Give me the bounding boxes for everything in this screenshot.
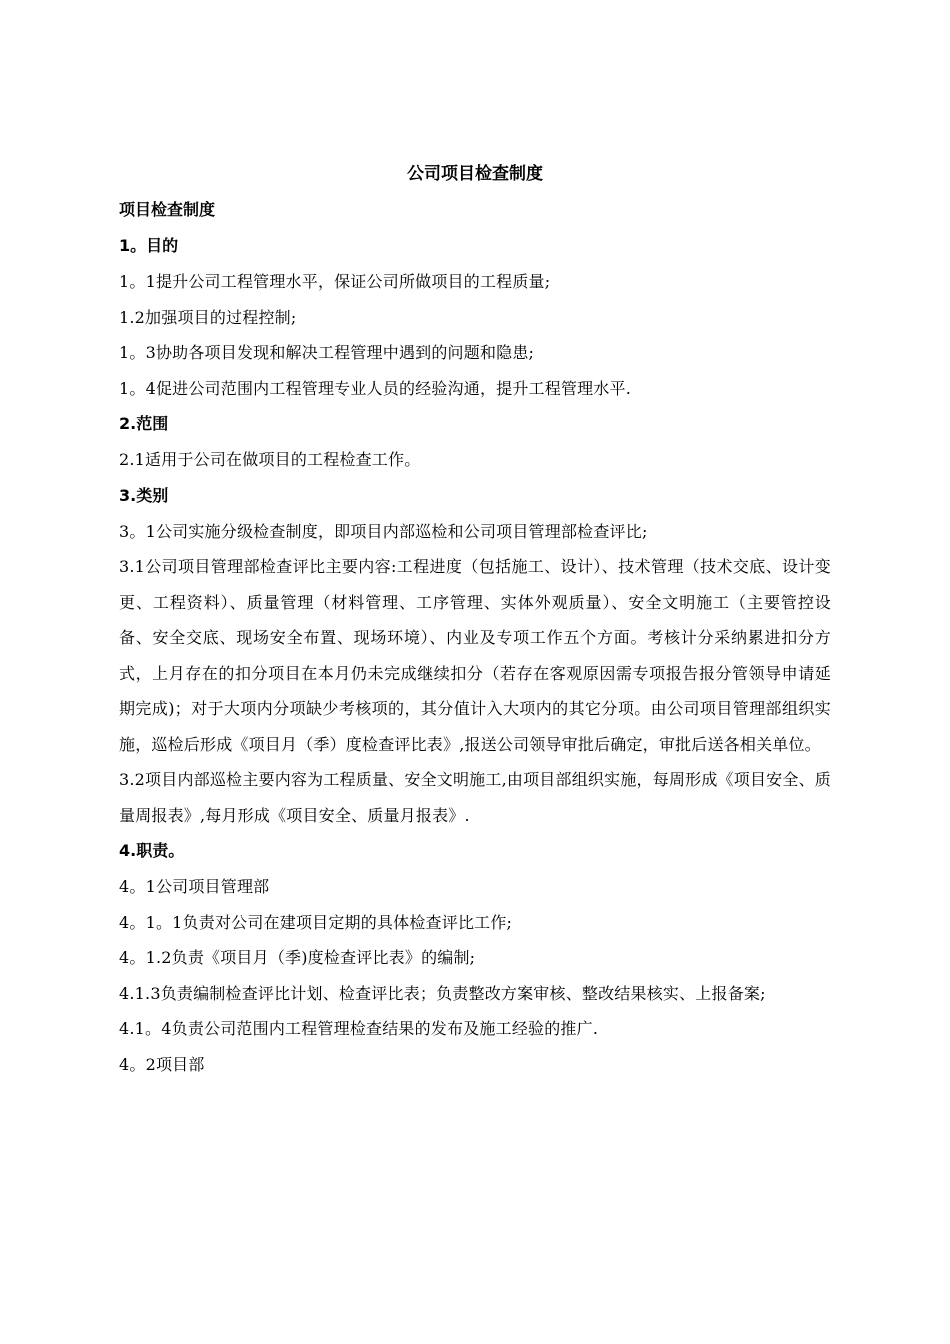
- document-title: 公司项目检查制度: [407, 164, 543, 184]
- document-blocks: [119, 192, 831, 1082]
- paragraph: 4。1.2负责《项目月（季)度检查评比表》的编制;: [119, 948, 476, 967]
- paragraph: 1。1提升公司工程管理水平，保证公司所做项目的工程质量;: [119, 272, 551, 291]
- document-body: [119, 156, 831, 1082]
- paragraph: 2.1适用于公司在做项目的工程检查工作。: [119, 450, 421, 469]
- section-heading: 项目检查制度: [119, 200, 216, 219]
- paragraph: 1.2加强项目的过程控制;: [119, 307, 297, 327]
- paragraph: 3.2项目内部巡检主要内容为工程质量、安全文明施工,由项目部组织实施，每周形成《项目安全、质量周报表》,每月形成《项目安全、质量月报表》.: [119, 770, 831, 825]
- section-heading: 2.范围: [119, 414, 169, 433]
- section-heading: 4.职责。: [119, 841, 185, 860]
- paragraph: 4。1公司项目管理部: [119, 877, 270, 896]
- paragraph: 4。2项目部: [119, 1054, 205, 1074]
- paragraph: 4.1。4负责公司范围内工程管理检查结果的发布及施工经验的推广.: [119, 1019, 599, 1038]
- paragraph: 1。3协助各项目发现和解决工程管理中遇到的问题和隐患;: [119, 343, 535, 362]
- paragraph: 4.1.3负责编制检查评比计划、检查评比表；负责整改方案审核、整改结果核实、上报备案;: [119, 983, 766, 1003]
- paragraph: 3.1公司项目管理部检查评比主要内容:工程进度（包括施工、设计）、技术管理（技术交底、设计变更、工程资料）、质量管理（材料管理、工序管理、实体外观质量）、安全文明施工（主要管控设备、安全交底、现场安全布置、现场环境）、内业及专项工作五个方面。考核计分采纳累进扣分方式，上月存在的扣分项目在本月仍未完成继续扣分（若存在客观原因需专项报告报分管领导申请延期完成)；对于大项内分项缺少考核项的，其分值计入大项内的其它分项。由公司项目管理部组织实施，巡检后形成《项目月（季）度检查评比表》,报送公司领导审批后确定，审批后送各相关单位。: [119, 557, 831, 754]
- section-heading: 1。目的: [119, 236, 179, 255]
- paragraph: 4。1。1负责对公司在建项目定期的具体检查评比工作;: [119, 912, 513, 932]
- section-heading: 3.类别: [119, 485, 169, 505]
- paragraph: 3。1公司实施分级检查制度，即项目内部巡检和公司项目管理部检查评比;: [119, 521, 648, 541]
- paragraph: 1。4促进公司范围内工程管理专业人员的经验沟通，提升工程管理水平.: [119, 378, 632, 398]
